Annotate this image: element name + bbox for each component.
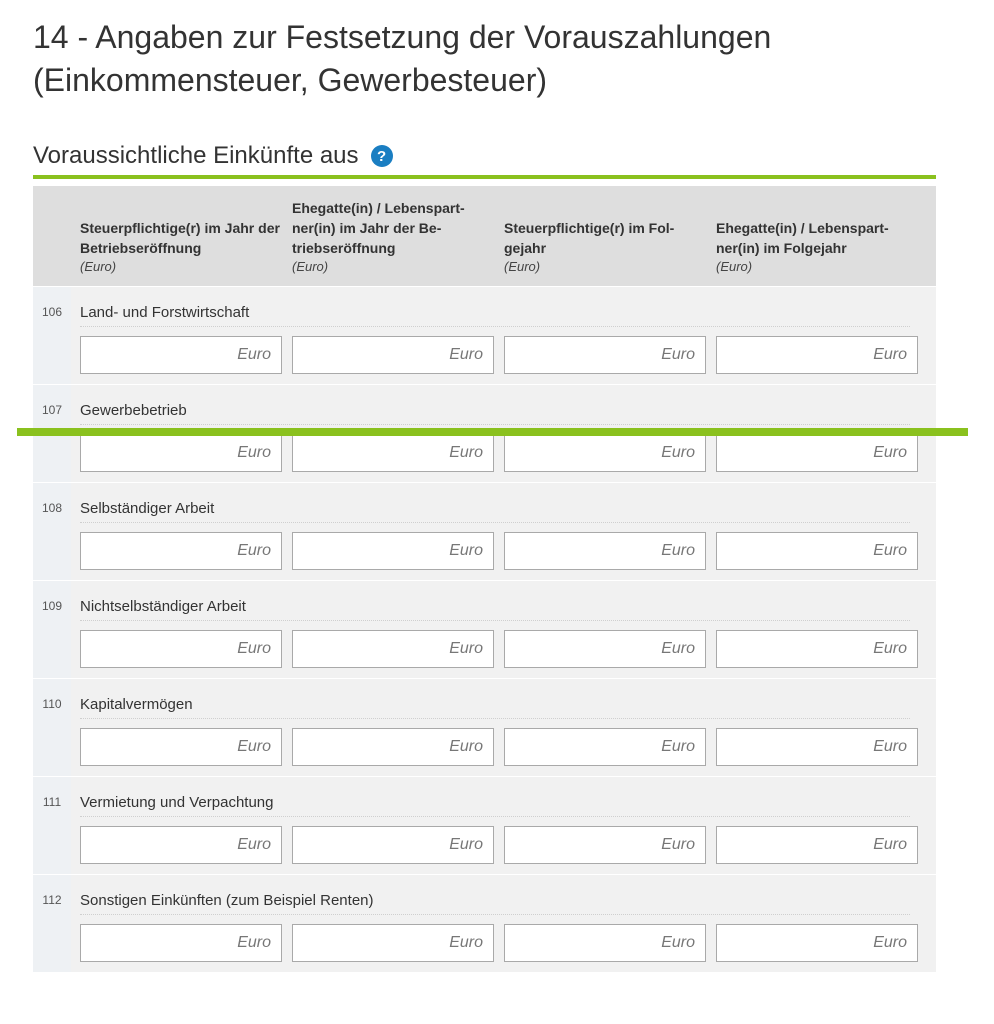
amount-input[interactable]: [716, 434, 918, 472]
section-title: Voraussichtliche Einkünfte aus: [33, 142, 359, 169]
row-number: 112: [42, 893, 62, 907]
amount-input[interactable]: [80, 630, 282, 668]
amount-input[interactable]: [80, 336, 282, 374]
row-number: 111: [42, 795, 62, 809]
row-number: 109: [41, 599, 63, 613]
amount-input[interactable]: [292, 532, 494, 570]
amount-input[interactable]: [292, 826, 494, 864]
row-label: Kapitalvermögen: [80, 696, 910, 719]
row-number-cell: [33, 777, 71, 874]
amount-input[interactable]: [80, 532, 282, 570]
row-label: Sonstigen Einkünften (zum Beispiel Renten): [80, 892, 910, 915]
row-number-cell: [33, 679, 71, 776]
amount-input[interactable]: [716, 728, 918, 766]
amount-input[interactable]: [292, 728, 494, 766]
column-header-unit: (Euro): [292, 259, 329, 274]
amount-input[interactable]: [504, 728, 706, 766]
amount-input[interactable]: [292, 924, 494, 962]
section-divider: [33, 175, 936, 179]
amount-input[interactable]: [716, 532, 918, 570]
amount-input[interactable]: [716, 630, 918, 668]
amount-input[interactable]: [80, 924, 282, 962]
income-rows: [33, 287, 936, 973]
amount-input[interactable]: [504, 826, 706, 864]
highlight-line: [17, 428, 968, 436]
amount-input[interactable]: [80, 434, 282, 472]
column-header-unit: (Euro): [80, 259, 117, 274]
column-header-label: Steuerpflichtige(r) im Fol- gejahr: [504, 220, 675, 256]
row-label: Nichtselbständiger Arbeit: [80, 598, 910, 621]
amount-input[interactable]: [292, 434, 494, 472]
table-header: [33, 186, 936, 286]
table-row: [33, 581, 936, 679]
amount-input[interactable]: [80, 728, 282, 766]
row-label: Gewerbebetrieb: [80, 402, 910, 425]
column-header-label: Ehegatte(in) / Lebenspart- ner(in) im Jahr der Be- triebseröffnung: [292, 200, 465, 256]
help-icon[interactable]: ?: [371, 145, 393, 167]
row-number: 108: [41, 501, 63, 515]
amount-input[interactable]: [716, 924, 918, 962]
table-row: [33, 777, 936, 875]
amount-input[interactable]: [504, 924, 706, 962]
row-label: Land- und Forstwirtschaft: [80, 304, 910, 327]
column-header-label: Steuerpflichtige(r) im Jahr der Betriebseröffnung: [80, 220, 280, 256]
row-number-cell: [33, 875, 71, 972]
amount-input[interactable]: [716, 826, 918, 864]
row-label: Selbständiger Arbeit: [80, 500, 910, 523]
row-number: 106: [41, 305, 63, 319]
amount-input[interactable]: [80, 826, 282, 864]
column-header-unit: (Euro): [504, 259, 541, 274]
section-header: [33, 136, 393, 176]
column-header-2: [292, 186, 492, 286]
amount-input[interactable]: [504, 630, 706, 668]
column-header-unit: (Euro): [716, 259, 753, 274]
row-label: Vermietung und Verpachtung: [80, 794, 910, 817]
row-number-cell: [33, 581, 71, 678]
amount-input[interactable]: [292, 336, 494, 374]
column-header-3: [504, 186, 704, 286]
table-row: [33, 679, 936, 777]
row-number-cell: [33, 287, 71, 384]
amount-input[interactable]: [504, 532, 706, 570]
row-number: 107: [41, 403, 63, 417]
table-row: [33, 875, 936, 973]
row-number-cell: [33, 483, 71, 580]
row-number: 110: [42, 697, 62, 711]
table-row: [33, 287, 936, 385]
column-header-label: Ehegatte(in) / Lebenspart- ner(in) im Folgejahr: [716, 220, 889, 256]
amount-input[interactable]: [292, 630, 494, 668]
amount-input[interactable]: [716, 336, 918, 374]
amount-input[interactable]: [504, 434, 706, 472]
amount-input[interactable]: [504, 336, 706, 374]
column-header-4: [716, 186, 921, 286]
page-title: 14 - Angaben zur Festsetzung der Vorauszahlungen (Einkommensteuer, Gewerbesteuer): [33, 19, 772, 98]
table-row: [33, 483, 936, 581]
column-header-1: [80, 186, 280, 286]
